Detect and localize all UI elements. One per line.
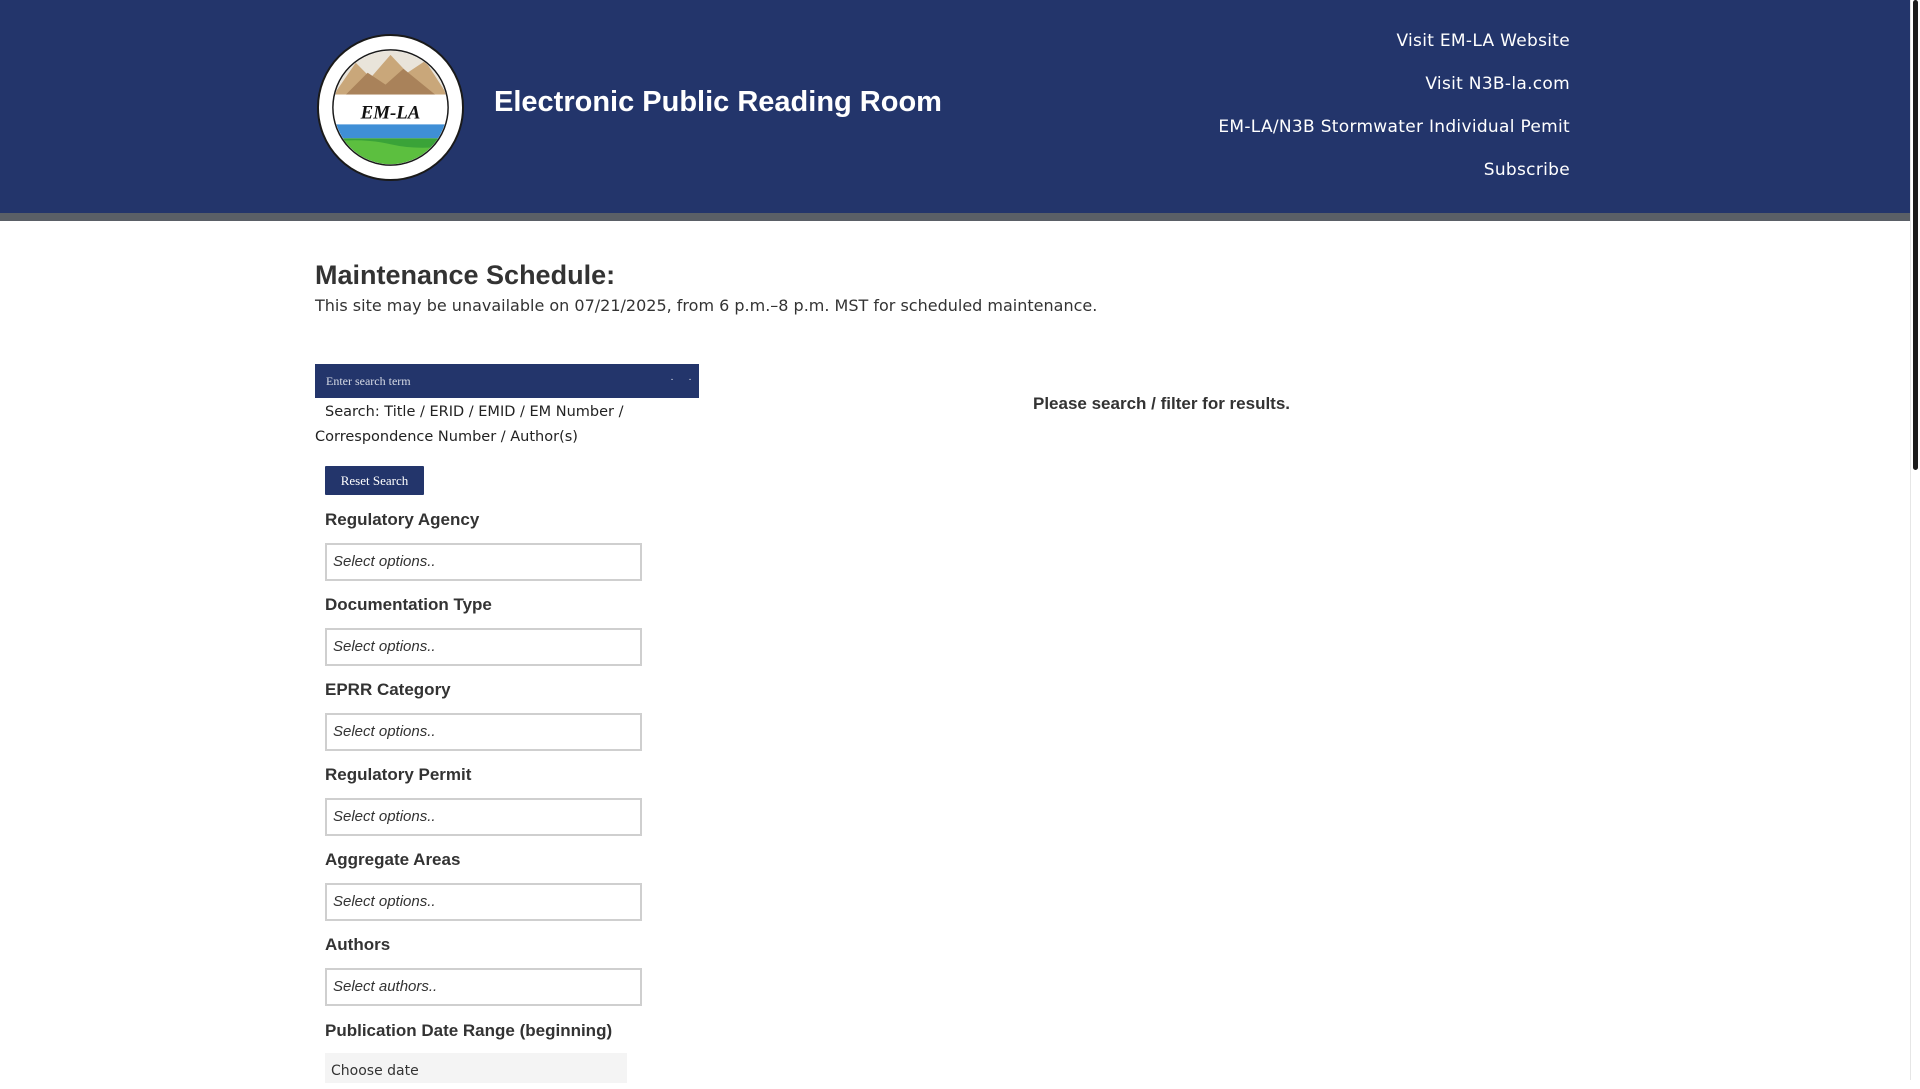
reset-search-button[interactable]: Reset Search: [325, 466, 424, 495]
logo-text: EM-LA: [360, 102, 421, 124]
filter-label-regulatory-permit: Regulatory Permit: [325, 765, 472, 784]
aggregate-areas-select[interactable]: Select options..: [325, 883, 642, 921]
publication-date-input[interactable]: Choose date: [325, 1053, 627, 1083]
nav-link-stormwater-permit[interactable]: EM-LA/N3B Stormwater Individual Pemit: [1218, 117, 1570, 137]
page-scrollbar[interactable]: [1910, 0, 1920, 1080]
nav-link-n3b[interactable]: Visit N3B-la.com: [1425, 74, 1570, 94]
header-divider: [0, 213, 1910, 221]
site-title: Electronic Public Reading Room: [494, 86, 942, 118]
maintenance-text: This site may be unavailable on 07/21/2025, from 6 p.m.–8 p.m. MST for scheduled maintenance.: [315, 296, 1098, 315]
results-message: Please search / filter for results.: [1033, 394, 1291, 413]
search-hint-line1: Search: Title / ERID / EMID / EM Number /: [325, 404, 624, 420]
nav-link-em-la-website[interactable]: Visit EM-LA Website: [1396, 31, 1570, 51]
search-clear-button[interactable]: ·: [688, 374, 692, 385]
nav-link-subscribe[interactable]: Subscribe: [1483, 160, 1570, 180]
filter-label-eprr-category: EPRR Category: [325, 680, 451, 699]
em-la-logo[interactable]: [316, 33, 465, 182]
search-hint: [315, 400, 635, 450]
filter-label-authors: Authors: [325, 935, 391, 954]
filter-label-regulatory-agency: Regulatory Agency: [325, 510, 480, 529]
search-input[interactable]: [315, 364, 663, 398]
search-hint-line2: Correspondence Number / Author(s): [315, 429, 578, 445]
filter-label-documentation-type: Documentation Type: [325, 595, 492, 614]
search-bar: [315, 364, 699, 398]
top-nav: [1010, 28, 1570, 200]
filter-label-aggregate-areas: Aggregate Areas: [325, 850, 461, 869]
filter-label-publication-date: Publication Date Range (beginning): [325, 1021, 613, 1040]
authors-select[interactable]: Select authors..: [325, 968, 642, 1006]
regulatory-agency-select[interactable]: Select options..: [325, 543, 642, 581]
search-submit-button[interactable]: ·: [670, 374, 674, 385]
scrollbar-thumb[interactable]: [1913, 0, 1918, 470]
documentation-type-select[interactable]: Select options..: [325, 628, 642, 666]
maintenance-title: Maintenance Schedule:: [315, 260, 616, 290]
site-header: [0, 0, 1910, 213]
regulatory-permit-select[interactable]: Select options..: [325, 798, 642, 836]
eprr-category-select[interactable]: Select options..: [325, 713, 642, 751]
